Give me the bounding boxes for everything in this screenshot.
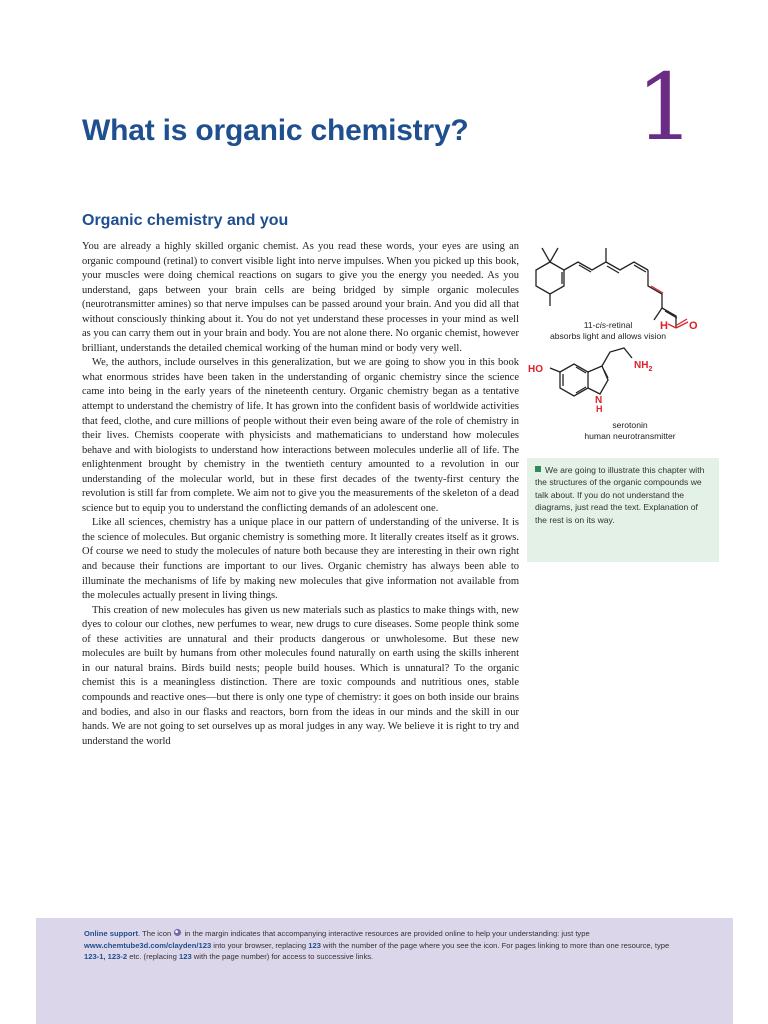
serotonin-caption (540, 420, 720, 441)
chapter-title: What is organic chemistry? (82, 114, 469, 147)
margin-note (527, 458, 719, 562)
retinal-caption (528, 320, 688, 341)
serotonin-atom-nh2: $NH_2$ (634, 360, 653, 373)
serotonin-atom-ho: HO (528, 364, 543, 375)
paragraph: You are already a highly skilled organic chemist. As you read these words, your eyes are using an organic compound (retinal) to convert visible light into nerve impulses. When you picked up this book, your muscles were doing chemical reactions on sugars to give you the energy you needed. As you understand, gaps between your brain cells are being bridged by simple organic molecules (neurotransmitter amines) so that nerve impulses can be passed around your brain. And you did all that without consciously thinking about it. You do not yet understand these processes in your mind as well as you can carry them out in your brain and body. You are not alone there. No organic chemist, however brilliant, understands the detailed chemical working of the human mind or body very well. (82, 241, 519, 354)
paragraph: We, the authors, include ourselves in this generalization, but we are going to show you in this book what enormous strides have been taken in the understanding of organic chemistry since the science came into being in the early years of the nineteenth century. Organic chemistry began as a tentative attempt to understand the chemistry of life. It has grown into the confident basis of worldwide activities that feed, clothe, and cure millions of people without their even being aware of the role of chemistry in their lives. Chemists cooperate with physicists and mathematicians to understand how molecules behave and with biologists to understand how interactions between molecules underlie all of life. The enlightenment brought by chemistry in the twentieth century amounted to a revolution in our understanding of the molecular world, but in these first decades of the twenty-first century the revolution is still far from complete. We aim not to give you the measurements of the skeleton of a dead science but to equip you to understand the conflicting demands of an adolescent one. (82, 357, 519, 514)
margin-note-text: We are going to illustrate this chapter with the structures of the organic compounds we talk about. If you do not understand the diagrams, just read the text. Explanation of the rest is on its way. (535, 465, 705, 525)
serotonin-atom-h: H (596, 404, 603, 414)
retinal-caption-description: absorbs light and allows vision (549, 330, 667, 341)
paragraph: Like all sciences, chemistry has a unique place in our pattern of understanding of the universe. It is the science of molecules. But organic chemistry is something more. It literally creates itself as it grows. Of course we need to study the molecules of nature both because they are interesting in their own right and because their functions are important to our lives. Organic chemistry has always been able to illuminate the mechanisms of life by making new molecules that give information not available from the molecules actually present in living things. (82, 517, 519, 602)
online-support-label: Online support (84, 929, 138, 938)
serotonin-structure (550, 348, 632, 396)
body-text (82, 240, 519, 749)
online-support-footer: Online support. The icon in the margin indicates that accompanying interactive resources are provided online to help your understanding: just type www.chemtube3d.com/clayden/123 into your browser, replacing 123 with the number of the page where you see the icon. For pages linking to more than one resource, type 123-1, 123-2 etc. (replacing 123 with the page number) for access to successive links. (36, 918, 733, 1024)
molecule-structures-figure (524, 240, 714, 450)
serotonin-caption-description: human neurotransmitter (584, 430, 676, 441)
chemtube-link[interactable]: www.chemtube3d.com/clayden/123 (84, 940, 212, 950)
retinal-structure (536, 248, 688, 328)
section-heading: Organic chemistry and you (82, 212, 289, 229)
retinal-caption-name: 11-cis-retinal (583, 320, 633, 330)
retinal-atom-o: O (689, 320, 698, 332)
interactive-resource-icon (173, 928, 182, 937)
retinal-atom-h: H (660, 320, 668, 332)
serotonin-atom-n: N (595, 395, 603, 406)
paragraph: This creation of new molecules has given us new materials such as plastics to make things with, new dyes to colour our clothes, new perfumes to wear, new drugs to cure diseases. Some people think some of these activities are unnatural and their products dangerous or unwholesome. But these new molecules are built by humans from other molecules found naturally on earth using the skills inherent in our natural brains. Birds build nests; people build houses. Which is unnatural? To the organic chemist this is a meaningless distinction. There are toxic compounds and nutritious ones, stable compounds and reactive ones—but there is only one type of chemistry: it goes on both inside our brains and bodies, and also in our flasks and reactors, born from the ideas in our minds and the skill in our hands. We are not going to set ourselves up as moral judges in any way. We believe it is right to try and understand the world (82, 604, 519, 747)
chapter-number: 1 (636, 54, 695, 161)
serotonin-caption-name: serotonin (612, 420, 648, 430)
note-marker-icon (535, 466, 541, 472)
